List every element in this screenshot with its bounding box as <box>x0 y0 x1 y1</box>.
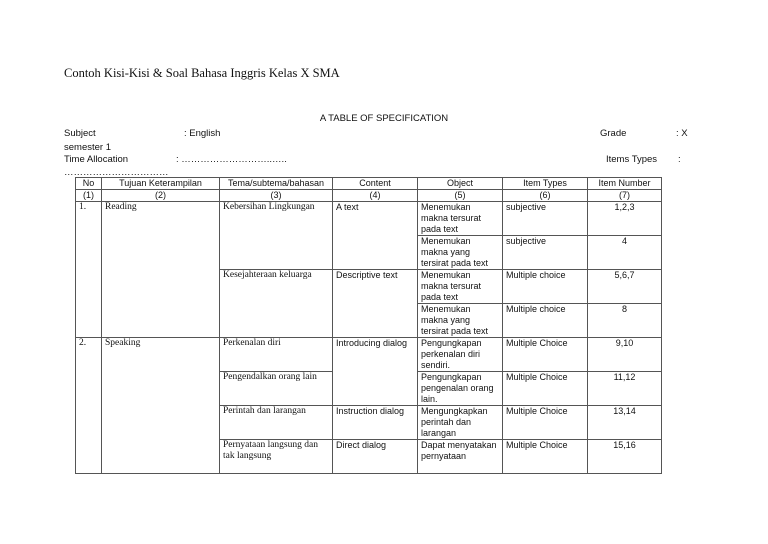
object-cell: Dapat menyatakan pernyataan <box>418 440 503 474</box>
content-cell: A text <box>333 202 418 270</box>
item-number-cell: 1,2,3 <box>588 202 662 236</box>
theme-cell: Pernyataan langsung dan tak langsung <box>220 440 333 474</box>
header-cell: Item Number <box>588 178 662 190</box>
header-cell: Item Types <box>503 178 588 190</box>
header-cell: Tujuan Keterampilan <box>102 178 220 190</box>
skill-cell: Speaking <box>102 338 220 474</box>
table-row <box>76 338 662 372</box>
header-number-cell: (1) <box>76 190 102 202</box>
item-type-cell: Multiple Choice <box>503 440 588 474</box>
item-number-cell: 15,16 <box>588 440 662 474</box>
header-cell: Object <box>418 178 503 190</box>
theme-cell: Pengendalkan orang lain <box>220 372 333 406</box>
row-number: 1. <box>76 202 102 338</box>
specification-table <box>75 177 662 474</box>
content-cell: Descriptive text <box>333 270 418 338</box>
header-number-cell: (3) <box>220 190 333 202</box>
theme-cell: Perintah dan larangan <box>220 406 333 440</box>
header-cell: Content <box>333 178 418 190</box>
header-number-cell: (7) <box>588 190 662 202</box>
item-type-cell: Multiple choice <box>503 270 588 304</box>
header-cell: Tema/subtema/bahasan <box>220 178 333 190</box>
items-types-value: : <box>678 154 681 165</box>
table-row <box>76 202 662 236</box>
header-number-cell: (2) <box>102 190 220 202</box>
object-cell: Pengungkapan pengenalan orang lain. <box>418 372 503 406</box>
subject-value: : English <box>184 128 221 139</box>
object-cell: Pengungkapan perkenalan diri sendiri. <box>418 338 503 372</box>
time-allocation-value: : ………………………..….. <box>176 154 287 165</box>
object-cell: Menemukan makna tersurat pada text <box>418 270 503 304</box>
row-number: 2. <box>76 338 102 474</box>
table-header-row <box>76 178 662 190</box>
specification-heading: A TABLE OF SPECIFICATION <box>319 113 449 124</box>
item-number-cell: 11,12 <box>588 372 662 406</box>
item-number-cell: 8 <box>588 304 662 338</box>
item-type-cell: Multiple Choice <box>503 406 588 440</box>
skill-cell: Reading <box>102 202 220 338</box>
time-allocation-label: Time Allocation <box>64 154 129 165</box>
item-number-cell: 9,10 <box>588 338 662 372</box>
content-cell: Direct dialog <box>333 440 418 474</box>
header-number-cell: (5) <box>418 190 503 202</box>
object-cell: Menemukan makna tersurat pada text <box>418 202 503 236</box>
object-cell: Menemukan makna yang tersirat pada text <box>418 236 503 270</box>
header-number-cell: (4) <box>333 190 418 202</box>
item-type-cell: Multiple choice <box>503 304 588 338</box>
subject-label: Subject <box>64 128 96 139</box>
table-header-number-row <box>76 190 662 202</box>
header-number-cell: (6) <box>503 190 588 202</box>
item-type-cell: Multiple Choice <box>503 372 588 406</box>
header-cell: No <box>76 178 102 190</box>
grade-value: : X <box>676 128 688 139</box>
item-number-cell: 4 <box>588 236 662 270</box>
dotted-line: …………………………… <box>64 167 169 178</box>
item-type-cell: subjective <box>503 202 588 236</box>
semester-text: semester 1 <box>64 142 111 153</box>
content-cell: Instruction dialog <box>333 406 418 440</box>
item-number-cell: 5,6,7 <box>588 270 662 304</box>
object-cell: Mengungkapkan perintah dan larangan <box>418 406 503 440</box>
item-type-cell: Multiple Choice <box>503 338 588 372</box>
object-cell: Menemukan makna yang tersirat pada text <box>418 304 503 338</box>
item-type-cell: subjective <box>503 236 588 270</box>
theme-cell: Kebersihan Lingkungan <box>220 202 333 270</box>
document-title: Contoh Kisi-Kisi & Soal Bahasa Inggris Kelas X SMA <box>64 66 340 80</box>
grade-label: Grade <box>600 128 627 139</box>
items-types-label: Items Types <box>606 154 658 165</box>
content-cell: Introducing dialog <box>333 338 418 406</box>
item-number-cell: 13,14 <box>588 406 662 440</box>
theme-cell: Perkenalan diri <box>220 338 333 372</box>
theme-cell: Kesejahteraan keluarga <box>220 270 333 338</box>
